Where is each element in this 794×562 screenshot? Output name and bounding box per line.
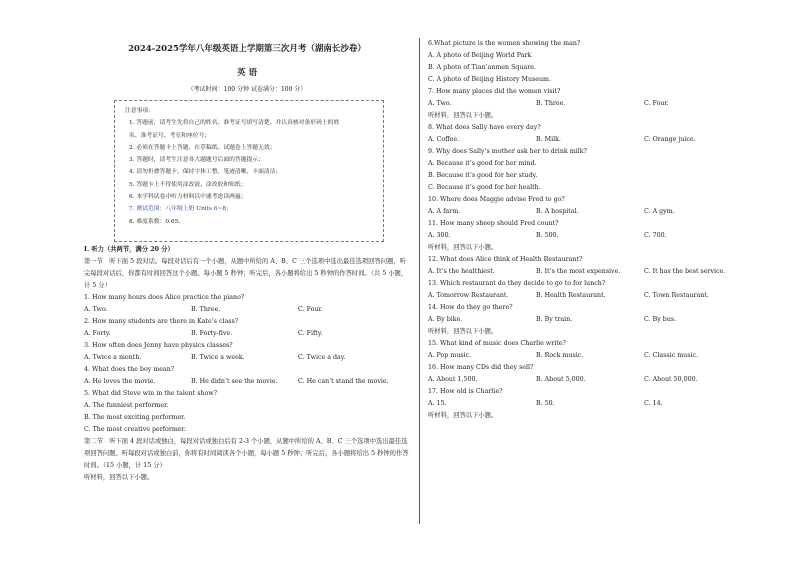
answer-option: C. Because it’s good for her health. <box>428 184 541 191</box>
option-row <box>428 230 718 242</box>
answer-option: A. A photo of Beijing World Park <box>428 52 532 59</box>
question-stem: 17. How old is Charlie? <box>428 388 503 395</box>
option-row <box>84 376 410 388</box>
notice-item: 名、准考证号、考室和座位号； <box>129 132 211 139</box>
subject-title: 英 语 <box>237 68 257 78</box>
answer-option: A. The funniest performer. <box>84 402 169 409</box>
exam-info: （考试时间：100 分钟 试卷满分：100 分） <box>187 86 307 93</box>
answer-option: A. Because it’s good for her mind. <box>428 160 537 167</box>
answer-option: A. It’s the healthiest. <box>428 268 495 275</box>
notice-item-scope: 7. 测试范围：八年级上册 Units 6~8； <box>129 206 232 213</box>
question-stem: 1. How many hours does Alice practice the piano? <box>84 294 245 301</box>
column-divider <box>419 38 420 524</box>
answer-option: A. Twice a month. <box>84 354 142 361</box>
question-stem: 8. What does Sally have every day? <box>428 124 541 131</box>
answer-option: C. Town Restaurant. <box>644 292 709 299</box>
answer-option: B. Twice a week. <box>191 354 245 361</box>
answer-option: C. Fifty. <box>298 330 323 337</box>
answer-option: A. Tomorrow Restaurant. <box>428 292 509 299</box>
answer-option: A. A farm. <box>428 208 461 215</box>
notice-heading: 注意事项： <box>125 108 154 114</box>
answer-option: B. By train. <box>536 316 573 323</box>
question-stem: 11. How many sheep should Fred count? <box>428 220 559 227</box>
answer-option: A. 300. <box>428 232 451 239</box>
answer-option: B. Three. <box>536 100 566 107</box>
answer-option: A. Pop music. <box>428 352 472 359</box>
answer-option: A. By bike. <box>428 316 463 323</box>
notice-box <box>114 100 384 242</box>
listen-prompt: 听材料，回答以下小题。 <box>428 112 498 119</box>
question-stem: 5. What did Steve win in the talent show? <box>84 390 218 397</box>
listen-prompt: 听材料，回答以下小题。 <box>428 244 498 251</box>
answer-option: A. Coffee. <box>428 136 460 143</box>
answer-option: C. Classic music. <box>644 352 698 359</box>
question-stem: 4. What does the boy mean? <box>84 366 175 373</box>
notice-item: 5. 答题卡上不得使用涂改液、涂改胶和贴纸； <box>129 181 247 188</box>
listen-prompt: 听材料，回答以下小题。 <box>84 474 154 481</box>
answer-option: C. A photo of Beijing History Museum. <box>428 76 552 83</box>
option-row <box>428 98 718 110</box>
notice-item: 4. 请勿折叠答题卡，保持字体工整、笔迹清晰、卡面清洁； <box>129 169 282 176</box>
answer-option: B. A photo of Tian’anmen Square. <box>428 64 536 71</box>
answer-option: C. Four. <box>644 100 669 107</box>
notice-item: 3. 答题时，请考生注意各大题题号后面的答题提示； <box>129 157 264 164</box>
left-question-list <box>84 292 410 436</box>
answer-option: B. Milk. <box>536 136 561 143</box>
answer-option: C. A gym. <box>644 208 675 215</box>
answer-option: C. Four. <box>298 306 323 313</box>
option-row <box>428 266 726 278</box>
option-row <box>428 206 718 218</box>
option-row <box>84 304 410 316</box>
right-column <box>428 38 726 422</box>
option-row <box>428 290 718 302</box>
notice-item: 2. 必须在答题卡上答题，在草稿纸、试题卷上答题无效； <box>129 144 276 151</box>
option-row <box>428 314 718 326</box>
answer-option: B. 50. <box>536 400 555 407</box>
answer-option: B. It’s the most expensive. <box>536 268 621 275</box>
answer-option: C. By bus. <box>644 316 677 323</box>
exam-title: 2024-2025学年八年级英语上学期第三次月考（湖南长沙卷） <box>128 44 366 54</box>
question-stem: 14. How do they go there? <box>428 304 513 311</box>
question-stem: 6.What picture is the women showing the man? <box>428 40 581 47</box>
notice-item: 6. 本学科试卷中听力材料以中速考虑读两遍； <box>129 194 247 201</box>
answer-option: B. The most exciting performer. <box>84 414 186 421</box>
option-row <box>428 350 718 362</box>
answer-option: C. 14. <box>644 400 663 407</box>
answer-option: C. He can’t stand the movie. <box>298 378 389 385</box>
answer-option: C. About 50,000. <box>644 376 698 383</box>
question-stem: 10. Where does Maggie advise Fred to go? <box>428 196 565 203</box>
answer-option: B. 500. <box>536 232 559 239</box>
answer-option: C. The most creative performer. <box>84 426 186 433</box>
answer-option: B. Health Restaurant. <box>536 292 606 299</box>
answer-option: B. A hospital. <box>536 208 579 215</box>
answer-option: A. About 1,500. <box>428 376 478 383</box>
answer-option: A. Two. <box>428 100 452 107</box>
part2-instructions: 第二节 听下面 4 段对话或独白，每段对话或独白后有 2-3 个小题，从题中所给的 A、B、C 三个选项中选出最佳选项回答问题。听每段对话或独白前，你将有时间阅读各个小题，每小题 5 秒钟；听完后，各小题将给出 5 秒钟的作答时间。（15 小题，计 15 分） <box>84 438 409 469</box>
answer-option: B. He didn’t see the movie. <box>191 378 278 385</box>
question-stem: 13. Which restaurant do they decide to go to for lunch? <box>428 280 606 287</box>
answer-option: C. Twice a day. <box>298 354 346 361</box>
answer-option: C. It has the best service. <box>644 268 726 275</box>
listen-prompt: 听材料，回答以下小题。 <box>428 328 498 335</box>
question-stem: 7. How many places did the women visit? <box>428 88 561 95</box>
option-row <box>84 352 410 364</box>
listening-section-heading: I. 听力（共两节，满分 20 分） <box>84 246 174 253</box>
left-column <box>84 42 410 484</box>
option-row <box>428 134 718 146</box>
answer-option: A. 15. <box>428 400 447 407</box>
notice-item: 1. 答题前，请考生先将自己的姓名、准考证号填写清楚，并认真核对条形码上的姓 <box>129 120 340 127</box>
answer-option: B. Forty-five. <box>191 330 233 337</box>
option-row <box>428 398 718 410</box>
answer-option: B. About 5,000. <box>536 376 586 383</box>
answer-option: C. 700. <box>644 232 667 239</box>
right-question-list <box>428 38 726 422</box>
question-stem: 12. What does Alice think of Health Restaurant? <box>428 256 583 263</box>
option-row <box>84 328 410 340</box>
question-stem: 16. How many CDs did they sell? <box>428 364 534 371</box>
question-stem: 15. What kind of music does Charlie write? <box>428 340 566 347</box>
option-row <box>428 374 718 386</box>
answer-option: B. Three. <box>191 306 221 313</box>
answer-option: B. Because it’s good for her study. <box>428 172 538 179</box>
listen-prompt: 听材料，回答以下小题。 <box>428 412 498 419</box>
question-stem: 3. How often does Jenny have physics classes? <box>84 342 233 349</box>
question-stem: 2. How many students are there in Kate’s class? <box>84 318 239 325</box>
part1-instructions: 第一节 听下面 5 段对话。每段对话后有一个小题，从题中所给的 A、B、C 三个选项中选出最佳选项回答问题，听完每段对话后，你都有时间回答这个小题。每小题 5 秒钟；听完后，各小题将给出 5 秒钟的作答时间。（共 5 小题，计 5 分） <box>84 258 408 289</box>
answer-option: A. Two. <box>84 306 108 313</box>
answer-option: B. Rock music. <box>536 352 584 359</box>
answer-option: A. He loves the movie. <box>84 378 156 385</box>
answer-option: C. Orange juice. <box>644 136 696 143</box>
question-stem: 9. Why does Sally’s mother ask her to drink milk? <box>428 148 587 155</box>
answer-option: A. Forty. <box>84 330 111 337</box>
notice-item: 8. 难度系数：0.65。 <box>129 218 185 225</box>
